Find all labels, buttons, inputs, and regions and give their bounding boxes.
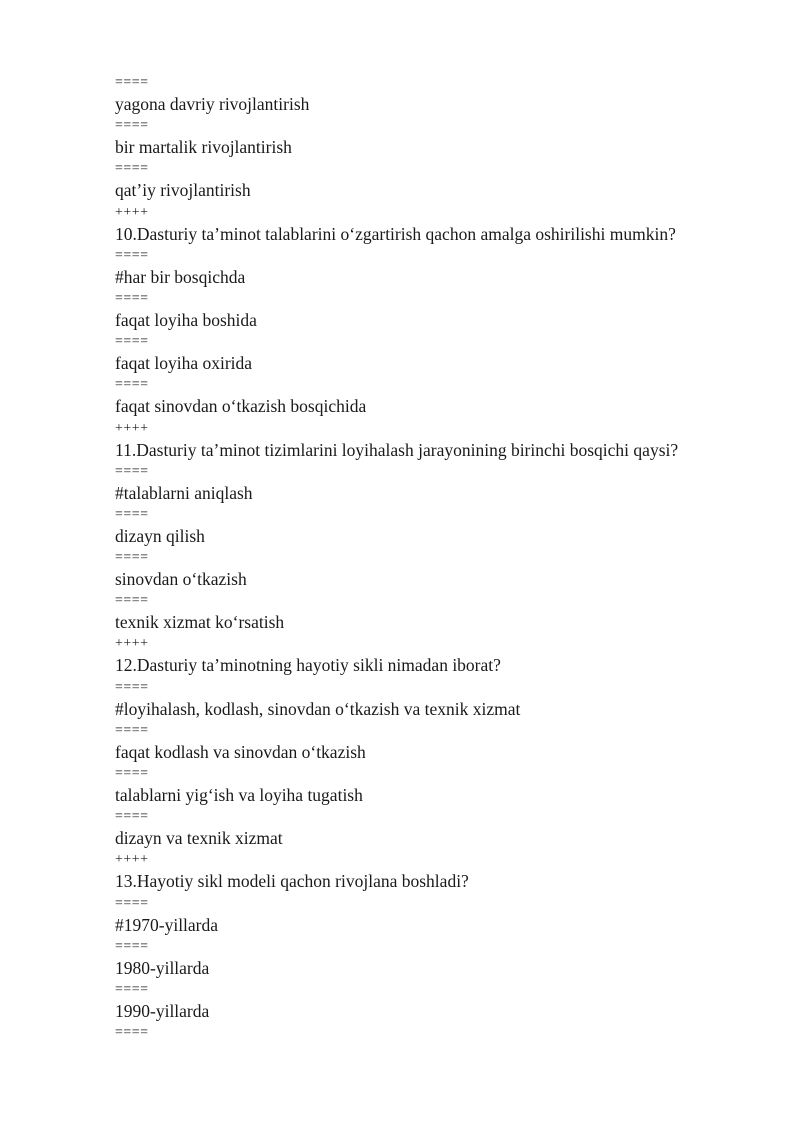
option-separator: ==== [115, 290, 149, 306]
option-separator: ==== [115, 334, 149, 350]
option-separator: ==== [115, 766, 149, 781]
question-separator: ++++ [115, 636, 149, 652]
option-separator: ==== [115, 247, 149, 263]
answer-option: dizayn va texnik xizmat [115, 828, 283, 849]
option-separator: ==== [115, 679, 149, 695]
question-text: 11.Dasturiy ta’minot tizimlarini loyihalash jarayonining birinchi bosqichi qaysi? [115, 439, 679, 460]
correct-answer-option: #har bir bosqichda [115, 266, 246, 287]
option-separator: ==== [115, 593, 149, 609]
answer-option: faqat loyiha oxirida [115, 353, 253, 374]
option-separator: ==== [115, 895, 149, 911]
answer-option: yagona davriy rivojlantirish [115, 94, 310, 114]
option-separator: ==== [115, 809, 149, 825]
answer-option: qat’iy rivojlantirish [115, 180, 251, 201]
answer-option: texnik xizmat ko‘rsatish [115, 612, 285, 633]
question-separator: ++++ [115, 420, 149, 436]
answer-option: faqat kodlash va sinovdan o‘tkazish [115, 741, 366, 762]
correct-answer-option: #loyihalash, kodlash, sinovdan o‘tkazish va texnik xizmat [115, 698, 521, 719]
option-separator: ==== [115, 161, 149, 177]
answer-option: 1990-yillarda [115, 1000, 210, 1021]
answer-option: sinovdan o‘tkazish [115, 569, 247, 590]
answer-option: 1980-yillarda [115, 957, 210, 978]
answer-option: faqat sinovdan o‘tkazish bosqichida [115, 396, 367, 417]
option-separator: ==== [115, 463, 149, 479]
option-separator: ==== [115, 506, 149, 522]
question-text: 13.Hayotiy sikl modeli qachon rivojlana boshladi? [115, 871, 469, 892]
answer-option: faqat loyiha boshida [115, 309, 257, 330]
option-separator: ==== [115, 550, 149, 566]
document-page [115, 76, 755, 1040]
option-separator: ==== [115, 75, 149, 90]
answer-option: bir martalik rivojlantirish [115, 137, 292, 158]
question-text: 10.Dasturiy ta’minot talablarini o‘zgartirish qachon amalga oshirilishi mumkin? [115, 223, 676, 244]
option-separator: ==== [115, 1025, 149, 1041]
option-separator: ==== [115, 118, 149, 134]
question-separator: ++++ [115, 852, 149, 868]
option-separator: ==== [115, 722, 149, 738]
option-separator: ==== [115, 938, 149, 954]
option-separator: ==== [115, 981, 149, 997]
correct-answer-option: #1970-yillarda [115, 914, 219, 935]
answer-option: talablarni yig‘ish va loyiha tugatish [115, 785, 363, 805]
question-text: 12.Dasturiy ta’minotning hayotiy sikli nimadan iborat? [115, 655, 501, 676]
option-separator: ==== [115, 377, 149, 393]
answer-option: dizayn qilish [115, 525, 205, 546]
question-separator: ++++ [115, 204, 149, 220]
correct-answer-option: #talablarni aniqlash [115, 482, 253, 503]
